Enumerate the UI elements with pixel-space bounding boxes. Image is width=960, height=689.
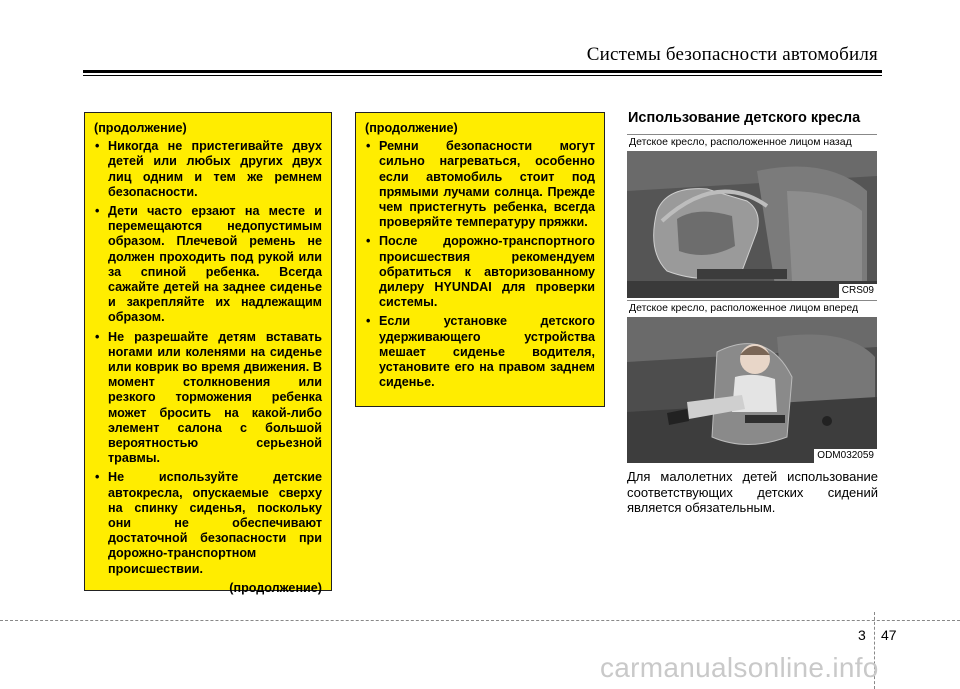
warning-item: • Дети часто ерзают на месте и перемещаются недопустимым образом. Плечевой ремень не должен проходить под рукой или за спиной ребенка. Всегда сажайте детей на заднее сиденье и закрепляйте их надлежащим образом. <box>94 204 322 326</box>
header-rule-thick <box>83 70 882 73</box>
figure-forward-facing-seat <box>627 300 877 462</box>
body-paragraph: Для малолетних детей использование соответствующих детских сидений является обязательным. <box>627 469 878 515</box>
figure-code: ODM032059 <box>814 449 877 463</box>
page-header-title: Системы безопасности автомобиля <box>586 44 878 65</box>
footer-dashed-rule <box>0 620 960 621</box>
continued-label-top: (продолжение) <box>365 121 458 135</box>
warning-item: • Никогда не пристегивайте двух детей или любых других двух лиц одним и тем же ремнем безопасности. <box>94 139 322 200</box>
figure-code: CRS09 <box>839 284 877 298</box>
figure-rear-facing-seat <box>627 134 877 297</box>
warning-list-left <box>94 139 322 577</box>
warning-item: • Не разрешайте детям вставать ногами или коленями на сиденье или коврик во время движения. В момент столкновения или резкого торможения ребенка может бросить на какой-либо элемент салона с большой вероятностью серьезной травмы. <box>94 330 322 467</box>
warning-box-right <box>355 112 605 407</box>
section-title: Использование детского кресла <box>628 110 861 126</box>
forward-facing-seat-illustration <box>627 317 877 463</box>
warning-item: • Ремни безопасности могут сильно нагреваться, особенно если автомобиль стоит под прямыми лучами солнца. Прежде чем пристегнуть ребенка, всегда проверяйте температуру пряжки. <box>365 139 595 230</box>
continued-label-bottom: (продолжение) <box>229 580 322 595</box>
page-number: 47 <box>881 627 897 643</box>
watermark-text: carmanualsonline.info <box>600 652 879 683</box>
header-rule-thin <box>83 75 882 76</box>
warning-item: • Не используйте детские автокресла, опускаемые сверху на спинку сиденья, поскольку они не обеспечивают достаточной безопасности при дорожно-транспортном происшествии. <box>94 470 322 576</box>
rear-facing-seat-illustration <box>627 151 877 298</box>
continued-label-top: (продолжение) <box>94 121 187 135</box>
chapter-number: 3 <box>858 627 866 643</box>
warning-item: • Если установке детского удерживающего устройства мешает сиденье водителя, установите его на правом заднем сиденье. <box>365 314 595 390</box>
warning-list-right <box>365 139 595 390</box>
warning-item: • После дорожно-транспортного происшествия рекомендуем обратиться к авторизованному дилеру HYUNDAI для проверки системы. <box>365 234 595 310</box>
figure-caption: Детское кресло, расположенное лицом назад <box>627 134 877 151</box>
figure-caption: Детское кресло, расположенное лицом вперед <box>627 300 877 317</box>
warning-box-left <box>84 112 332 595</box>
